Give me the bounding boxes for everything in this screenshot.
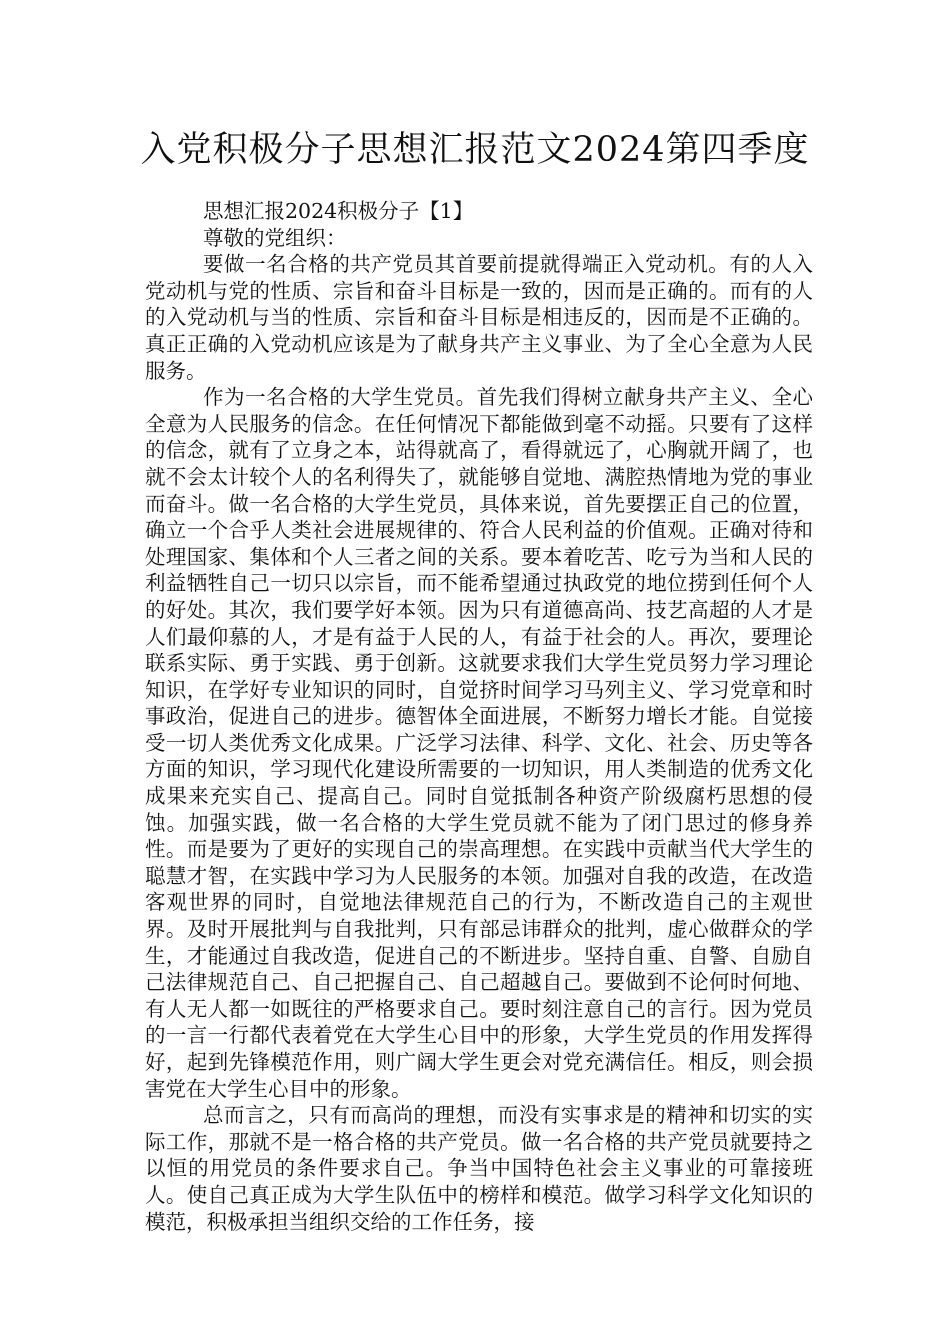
salutation: 尊敬的党组织： bbox=[203, 225, 347, 250]
subheading: 思想汇报2024积极分子【1】 bbox=[203, 199, 474, 223]
document-title: 入党积极分子思想汇报范文2024第四季度 bbox=[140, 130, 810, 170]
document-body bbox=[145, 198, 813, 1235]
paragraph-2: 作为一名合格的大学生党员。首先我们得树立献身共产主义、全心全意为人民服务的信念。在任何情况下都能做到毫不动摇。只要有了这样的信念，就有了立身之本，站得就高了，看得就远了，心胸就开阔了，也就不会太计较个人的名利得失了，就能够自觉地、满腔热情地为党的事业而奋斗。做一名合格的大学生党员，具体来说，首先要摆正自己的位置，确立一个合乎人类社会进展规律的、符合人民利益的价值观。正确对待和处理国家、集体和个人三者之间的关系。要本着吃苦、吃亏为当和人民的利益牺牲自己一切只以宗旨，而不能希望通过执政党的地位捞到任何个人的好处。其次，我们要学好本领。因为只有道德高尚、技艺高超的人才是人们最仰慕的人，才是有益于人民的人，有益于社会的人。再次，要理论联系实际、勇于实践、勇于创新。这就要求我们大学生党员努力学习理论知识，在学好专业知识的同时，自觉挤时间学习马列主义、学习党章和时事政治，促进自己的进步。德智体全面进展，不断努力增长才能。自觉接受一切人类优秀文化成果。广泛学习法律、科学、文化、社会、历史等各方面的知识，学习现代化建设所需要的一切知识，用人类制造的优秀文化成果来充实自己、提高自己。同时自觉抵制各种资产阶级腐朽思想的侵蚀。加强实践，做一名合格的大学生党员就不能为了闭门思过的修身养性。而是要为了更好的实现自己的崇高理想。在实践中贡献当代大学生的聪慧才智，在实践中学习为人民服务的本领。加强对自我的改造，在改造客观世界的同时，自觉地法律规范自己的行为，不断改造自己的主观世界。及时开展批判与自我批判，只有部忌讳群众的批判，虚心做群众的学生，才能通过自我改造，促进自己的不断进步。坚持自重、自警、自励自己法律规范自己、自己把握自己、自己超越自己。要做到不论何时何地、有人无人都一如既往的严格要求自己。要时刻注意自己的言行。因为党员的一言一行都代表着党在大学生心目中的形象，大学生党员的作用发挥得好，起到先锋模范作用，则广阔大学生更会对党充满信任。相反，则会损害党在大学生心目中的形象。 bbox=[145, 385, 813, 1101]
paragraph-3: 总而言之，只有而高尚的理想，而没有实事求是的精神和切实的实际工作，那就不是一格合格的共产党员。做一名合格的共产党员就要持之以恒的用党员的条件要求自己。争当中国特色社会主义事业的可靠接班人。使自己真正成为大学生队伍中的榜样和模范。做学习科学文化知识的模范，积极承担当组织交给的工作任务，接 bbox=[145, 1103, 813, 1234]
paragraph-1: 要做一名合格的共产党员其首要前提就得端正入党动机。有的人入党动机与党的性质、宗旨和奋斗目标是一致的，因而是正确的。而有的人的入党动机与当的性质、宗旨和奋斗目标是相违反的，因而是不正确的。真正正确的入党动机应该是为了献身共产主义事业、为了全心全意为人民服务。 bbox=[145, 252, 813, 383]
